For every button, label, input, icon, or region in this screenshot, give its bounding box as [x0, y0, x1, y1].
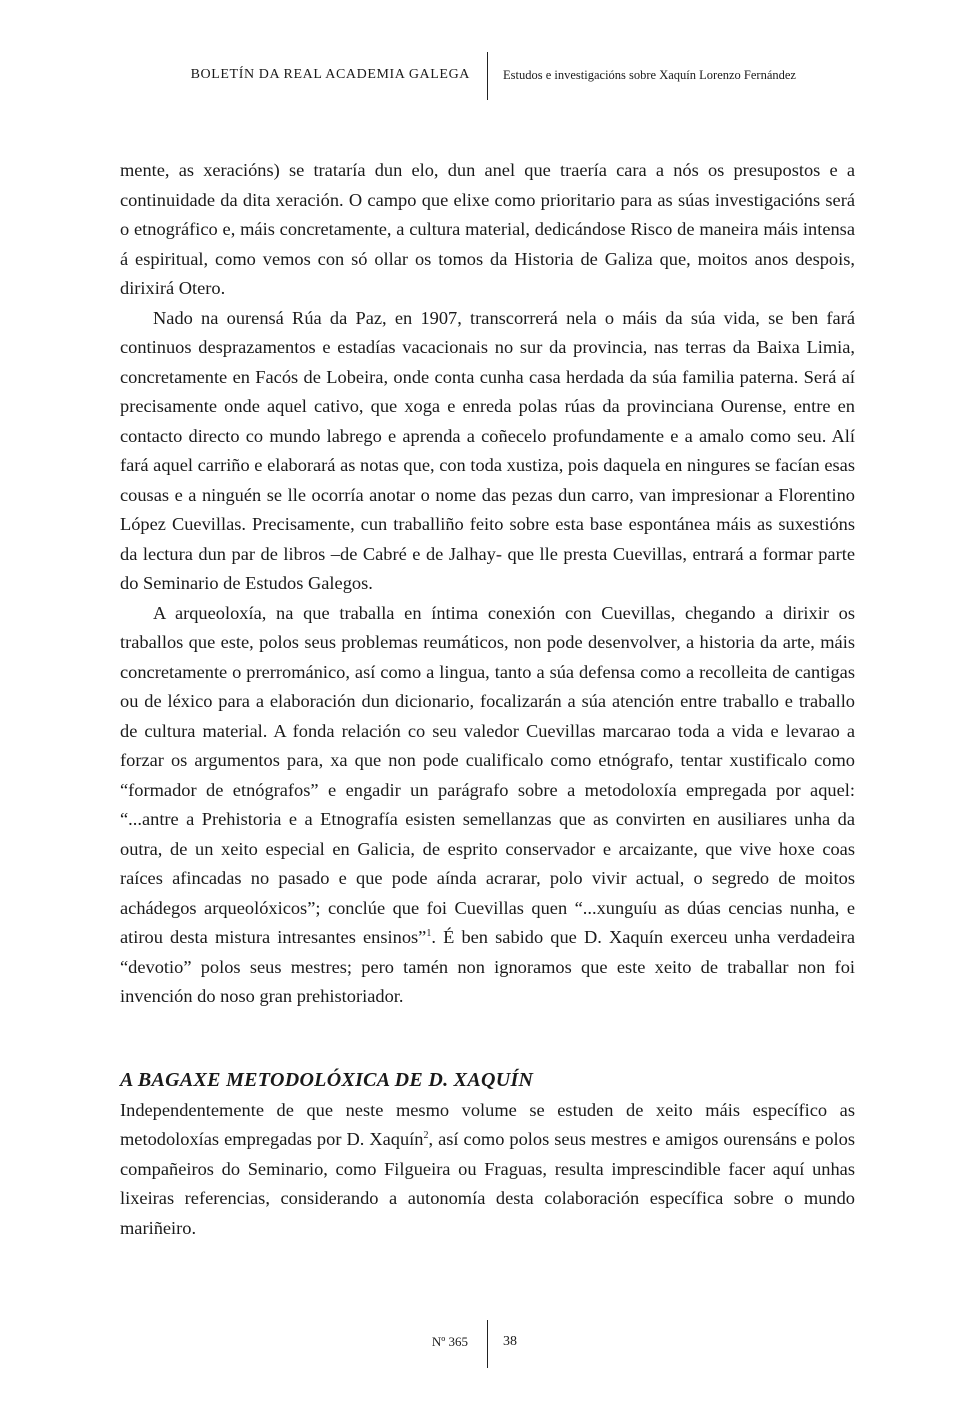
article-body: [120, 156, 855, 1243]
footnote-ref-1[interactable]: 1: [426, 928, 432, 939]
page-number: 38: [503, 1334, 517, 1349]
series-title: Estudos e investigacións sobre Xaquín Lorenzo Fernández: [503, 68, 796, 82]
running-footer: [0, 1320, 975, 1368]
header-divider: [487, 52, 488, 100]
footer-divider: [487, 1320, 488, 1368]
paragraph-text: A arqueoloxía, na que traballa en íntima conexión con Cuevillas, chegando a dirixir os traballos que este, polos seus problemas reumáticos, non pode desenvolver, a historia da arte, máis concretamente o prerrománico, así como a lingua, tanto a súa defensa como a recolleita de cantigas ou de léxico para a elaboración dun dicionario, focalizarán a súa atención entre traballo e traballo de cultura material. A fonda relación co seu valedor Cuevillas marcarao toda a vida e levarao a forzar os argumentos para, xa que non pode cualificalo como etnógrafo, tentar xustificalo como “formador de etnógrafos” e engadir un parágrafo sobre a metodoloxía empregada por aquel: “...antre a Prehistoria e a Etnografía esisten semellanzas que as convirten en ausiliares unha da outra, de un xeito especial en Galicia, de esprito conservador e arcaizante, que vive hoxe coas raíces afincadas no pasado e que pode aínda acrarar, polo vivir actual, o segredo de moitos achádegos arqueolóxicos”; conclúe que foi Cuevillas quen “...xunguíu as dúas cencias nunha, e atirou desta mistura intresantes ensinos”: [120, 602, 855, 947]
paragraph-continued: mente, as xeracións) se trataría dun elo, dun anel que traería cara a nós os presupostos e a continuidade da dita xeración. O campo que elixe como prioritario para as súas investigacións será o etnográfico e, máis concretamente, a cultura material, dedicándose Risco de maneira máis intensa á espiritual, como vemos con só ollar os tomos da Historia de Galiza que, moitos anos despois, dirixirá Otero.: [120, 160, 855, 298]
paragraph-text: Independentemente de que neste mesmo volume se estuden de xeito máis específico as metodoloxías empregadas por D. Xaquín: [120, 1099, 855, 1149]
paragraph-biography: Nado na ourensá Rúa da Paz, en 1907, transcorrerá nela o máis da súa vida, se ben fará continuos desprazamentos e estadías vacacionais no sur da provincia, nas terras da Baixa Limia, concretamente en Facós de Lobeira, onde conta cunha casa herdada da súa familia paterna. Será aí precisamente onde aquel cativo, que xoga e enreda polas rúas da provinciana Ourense, entre en contacto directo co mundo labrego e aprenda a coñecelo profundamente e a amalo como seu. Alí fará aquel carriño e elaborará as notas que, con toda xustiza, pois daquela en ningures se facían esas cousas e a ninguén se lle ocorría anotar o nome das pezas dun carro, van impresionar a Florentino López Cuevillas. Precisamente, cun traballiño feito sobre esta base espontánea máis as suxestións da lectura dun par de libros –de Cabré e de Jalhay- que lle presta Cuevillas, entrará a formar parte do Seminario de Estudos Galegos.: [120, 307, 855, 593]
paragraph-archaeology: [120, 599, 855, 1012]
journal-title: BOLETÍN DA REAL ACADEMIA GALEGA: [190, 67, 470, 82]
footnote-ref-2[interactable]: 2: [423, 1130, 429, 1141]
paragraph-text-tail: , así como polos seus mestres e amigos ourensáns e polos compañeiros do Seminario, como Filgueira ou Fraguas, resulta imprescindible facer aquí unhas lixeiras referencias, considerando a autonomía desta colaboración específica sobre o mundo mariñeiro.: [120, 1129, 855, 1238]
paragraph-text-tail: . É ben sabido que D. Xaquín exerceu unha verdadeira “devotio” polos seus mestres; pero tamén non ignoramos que este xeito de traballar non foi invención do noso gran prehistoriador.: [120, 927, 856, 1006]
section-heading: A BAGAXE METODOLÓXICA DE D. XAQUÍN: [120, 1068, 534, 1091]
running-header: [0, 52, 975, 100]
issue-number: Nº 365: [431, 1334, 468, 1349]
paragraph-methodology: [120, 1096, 855, 1244]
